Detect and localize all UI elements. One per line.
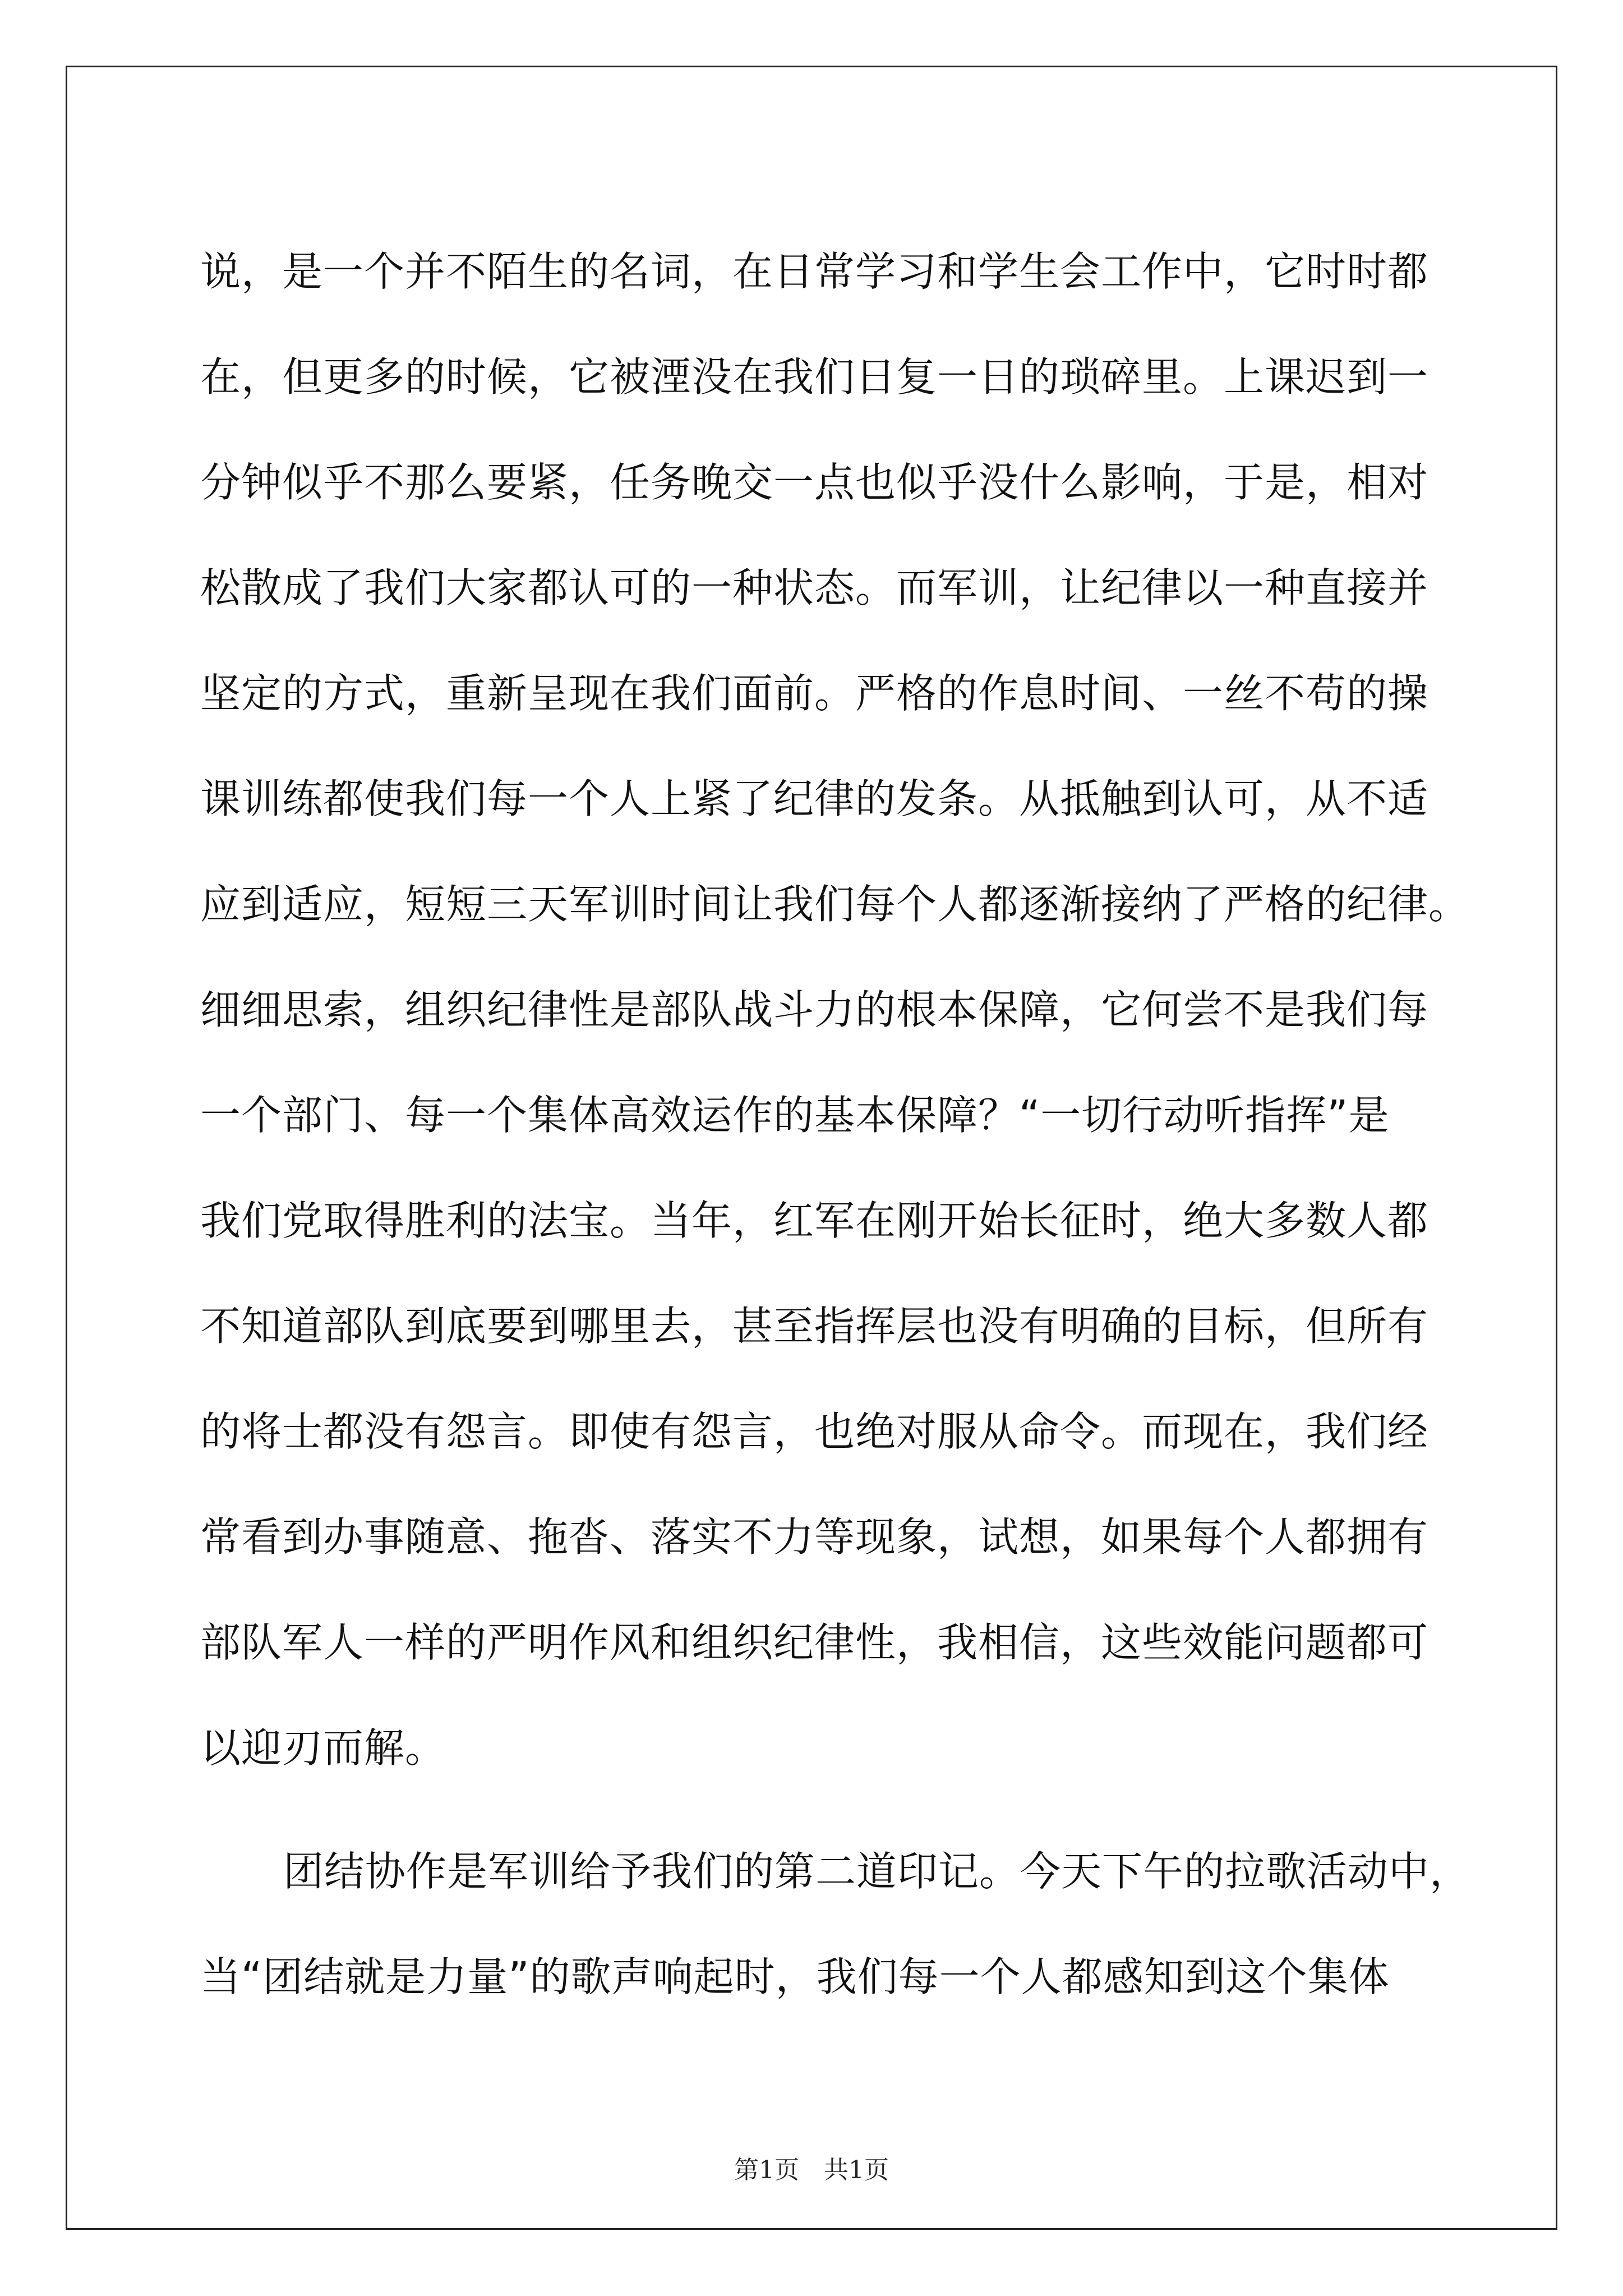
text-line: 课训练都使我们每一个人上紧了纪律的发条。从抵触到认可，从不适: [200, 775, 1429, 822]
text-line: 以迎刃而解。: [200, 1724, 446, 1772]
text-line: 不知道部队到底要到哪里去，甚至指挥层也没有明确的目标，但所有: [200, 1303, 1429, 1350]
text-line: 当“团结就是力量”的歌声响起时，我们每一个人都感知到这个集体: [200, 1953, 1390, 2000]
text-line: 坚定的方式，重新呈现在我们面前。严格的作息时间、一丝不苟的操: [200, 670, 1429, 717]
text-line: 说，是一个并不陌生的名词，在日常学习和学生会工作中，它时时都: [200, 248, 1429, 295]
text-line: 分钟似乎不那么要紧，任务晚交一点也似乎没什么影响，于是，相对: [200, 459, 1429, 506]
page-number-footer: 第1页 共1页: [734, 2156, 889, 2184]
document-body: [200, 219, 1471, 2030]
text-line: 团结协作是军训给予我们的第二道印记。今天下午的拉歌活动中，: [283, 1848, 1471, 1895]
text-line: 在，但更多的时候，它被湮没在我们日复一日的琐碎里。上课迟到一: [200, 353, 1429, 401]
text-line: 部队军人一样的严明作风和组织纪律性，我相信，这些效能问题都可: [200, 1619, 1429, 1666]
text-line: 细细思索，组织纪律性是部队战斗力的根本保障，它何尝不是我们每: [200, 986, 1429, 1033]
text-line: 的将士都没有怨言。即使有怨言，也绝对服从命令。而现在，我们经: [200, 1408, 1429, 1455]
text-line: 应到适应，短短三天军训时间让我们每个人都逐渐接纳了严格的纪律。: [200, 881, 1470, 928]
paragraph-gap: [200, 1801, 1434, 1819]
text-line: 松散成了我们大家都认可的一种状态。而军训，让纪律以一种直接并: [200, 564, 1429, 611]
text-line: 一个部门、每一个集体高效运作的基本保障？“一切行动听指挥”是: [200, 1092, 1390, 1139]
text-line: 我们党取得胜利的法宝。当年，红军在刚开始长征时，绝大多数人都: [200, 1197, 1429, 1244]
text-line: 常看到办事随意、拖沓、落实不力等现象，试想，如果每个人都拥有: [200, 1513, 1429, 1561]
